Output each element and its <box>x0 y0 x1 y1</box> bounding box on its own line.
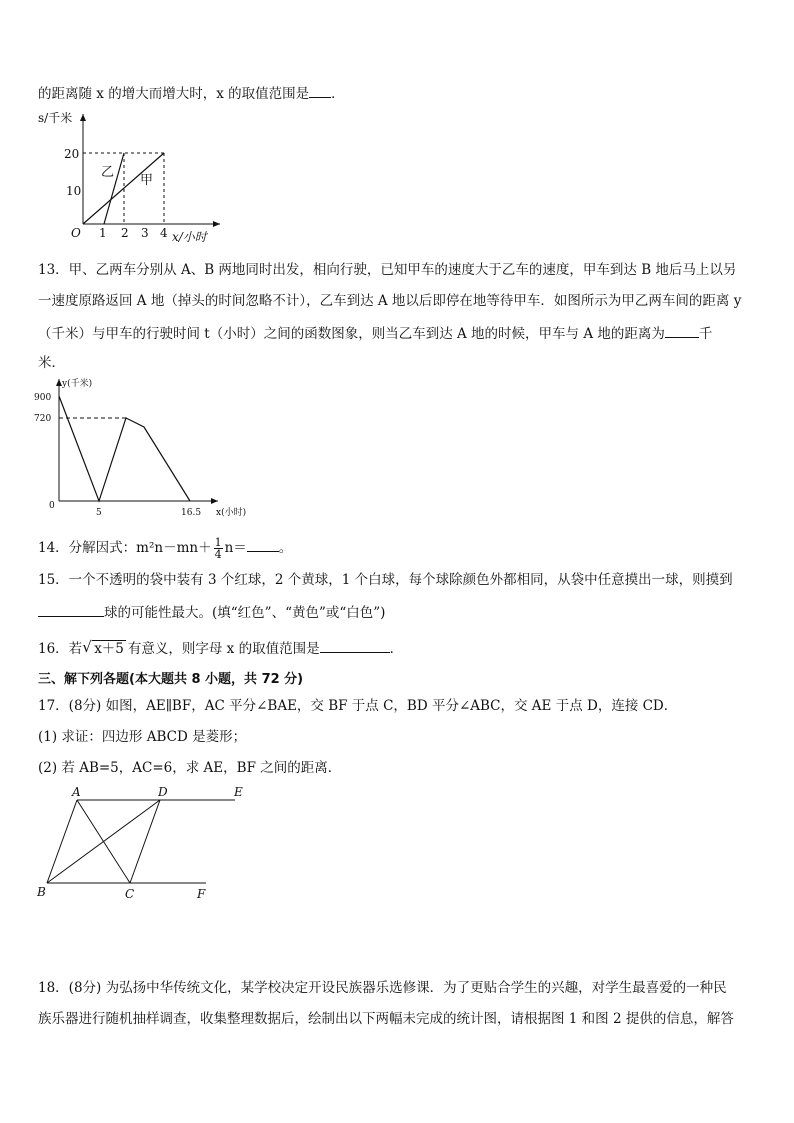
q17-figure <box>30 786 260 906</box>
q16 <box>38 638 403 660</box>
q13-line4: 米． <box>38 355 65 371</box>
q13-y-tick-0: 0 <box>49 501 55 511</box>
q12-x-tick-1: 1 <box>99 226 107 240</box>
section3-heading: 三、解下列各题(本大题共 8 小题，共 72 分) <box>38 672 304 687</box>
q12-x-tick-3: 3 <box>141 226 149 240</box>
q13-y-tick-720: 720 <box>34 414 52 424</box>
q16-prefix: 16．若 <box>38 641 83 657</box>
q15-answer-blank[interactable] <box>38 602 104 617</box>
q14-prefix: 14．分解因式：m²n－mn＋ <box>38 540 212 556</box>
q12-origin: O <box>71 226 81 240</box>
q13-function-line <box>59 396 190 501</box>
q13-answer-blank[interactable] <box>665 323 699 338</box>
q13-x-tick-16-5: 16.5 <box>181 508 202 518</box>
q16-end: ． <box>389 641 404 657</box>
q12-x-tick-2: 2 <box>121 226 129 240</box>
q17-label-D: D <box>158 785 168 799</box>
q14-suffix: n＝ <box>224 540 247 556</box>
q15-line2 <box>38 602 385 622</box>
q13-x-tick-5: 5 <box>96 508 102 518</box>
q16-middle: 有意义，则字母 x 的取值范围是 <box>127 641 320 657</box>
q18-line2: 族乐器进行随机抽样调查，收集整理数据后，绘制出以下两幅未完成的统计图，请根据图 1 和图 2 提供的信息，解答 <box>38 1011 734 1027</box>
q16-radical <box>82 638 126 660</box>
q14-answer-blank[interactable] <box>247 537 279 552</box>
q14-frac-num: 1 <box>214 536 222 549</box>
q14 <box>38 536 292 560</box>
q12-label-jia: 甲 <box>140 173 154 188</box>
q16-radicand: x＋5 <box>94 641 124 657</box>
q12-y-tick-20: 20 <box>64 147 80 161</box>
q12-text <box>38 83 345 103</box>
q13-y-axis-label: y(千米) <box>62 379 93 389</box>
q12-graph <box>36 106 226 246</box>
q12-x-axis-label: x/小时 <box>172 230 207 244</box>
q12-y-tick-10: 10 <box>66 184 82 198</box>
q14-frac-den: 4 <box>214 548 222 561</box>
q17-label-F: F <box>197 887 206 901</box>
q13-line3-end: 千 <box>698 326 713 342</box>
q12-tail: 的距离随 x 的增大而增大时，x 的取值范围是 <box>38 86 310 102</box>
q13-graph <box>30 376 260 521</box>
q17-label-B: B <box>37 885 46 899</box>
q12-answer-blank[interactable] <box>309 83 331 98</box>
q17-label-A: A <box>72 785 81 799</box>
q17-line1: 17．(8分) 如图，AE∥BF，AC 平分∠BAE，交 BF 于点 C，BD 平分∠ABC，交 AE 于点 D，连接 CD． <box>38 698 678 714</box>
q14-fraction <box>214 537 223 560</box>
q13-x-axis-label: x(小时) <box>216 508 247 518</box>
q12-y-axis-label: s/千米 <box>38 111 73 125</box>
q17-label-C: C <box>125 887 135 901</box>
sqrt-icon: √ <box>82 638 92 656</box>
q13-line1: 13．甲、乙两车分别从 A、B 两地同时出发，相向行驶，已知甲车的速度大于乙车的速度，甲车到达 B 地后马上以另 <box>38 262 737 278</box>
q12-end: ． <box>331 86 345 102</box>
q18-line1: 18．(8分) 为弘扬中华传统文化，某学校决定开设民族器乐选修课．为了更贴合学生的兴趣，对学生最喜爱的一种民 <box>38 980 727 996</box>
q13-y-tick-900: 900 <box>34 393 52 403</box>
q17-part2: (2) 若 AB=5，AC=6，求 AE，BF 之间的距离． <box>38 760 342 776</box>
q12-label-yi: 乙 <box>101 165 115 180</box>
q15-line2-text: 球的可能性最大。(填“红色”、“黄色”或“白色”) <box>104 605 386 621</box>
q17-label-E: E <box>234 785 243 799</box>
q12-line-yi <box>104 153 124 224</box>
q16-answer-blank[interactable] <box>320 638 390 653</box>
q13-line3-text: （千米）与甲车的行驶时间 t（小时）之间的函数图象，则当乙车到达 A 地的时候，甲车与 A 地的距离为 <box>38 326 665 342</box>
q13-line3 <box>38 323 712 343</box>
q15-line1: 15．一个不透明的袋中装有 3 个红球，2 个黄球，1 个白球，每个球除颜色外都相同，从袋中任意摸出一球，则摸到 <box>38 572 733 588</box>
q14-end: 。 <box>278 540 293 556</box>
q12-x-tick-4: 4 <box>160 226 168 240</box>
q13-line2: 一速度原路返回 A 地（掉头的时间忽略不计），乙车到达 A 地以后即停在地等待甲车．如图所示为甲乙两车间的距离 y <box>38 293 742 309</box>
q17-part1: (1) 求证：四边形 ABCD 是菱形； <box>38 729 247 745</box>
